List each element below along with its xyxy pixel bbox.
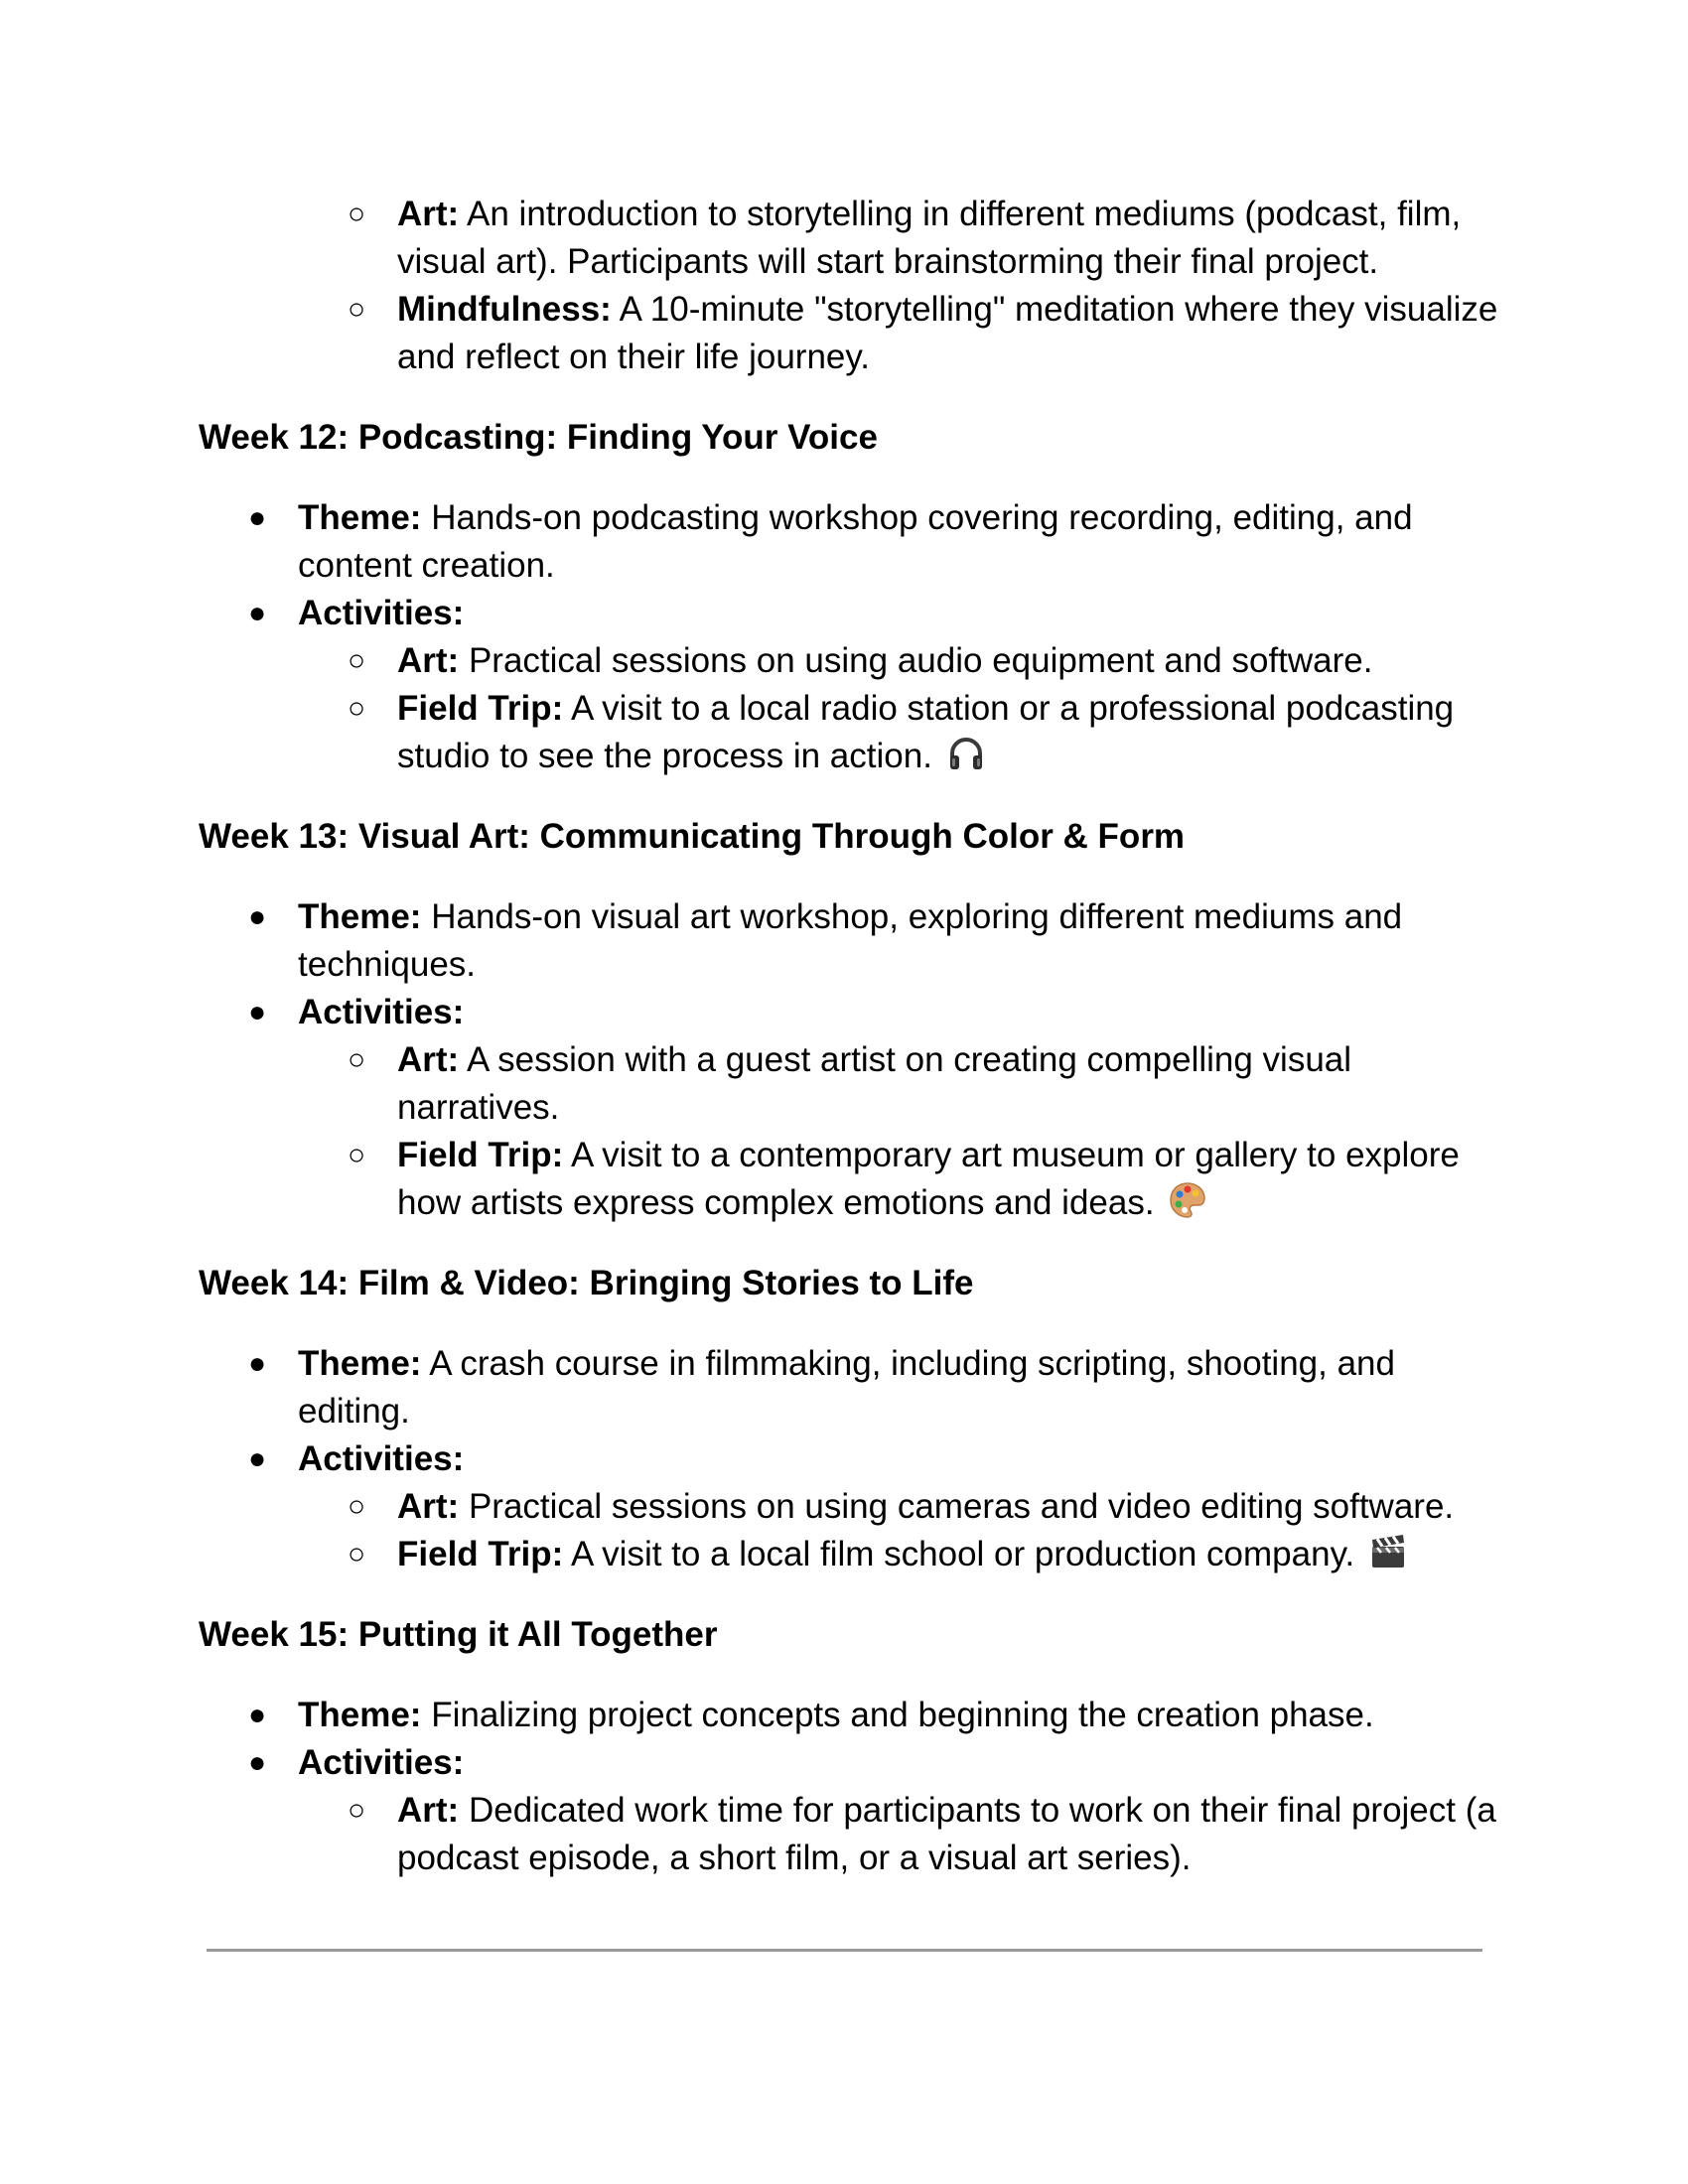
hollow-bullet-icon: ○ bbox=[348, 1794, 366, 1827]
headphones-icon bbox=[946, 734, 986, 773]
activities-label: Activities: bbox=[298, 594, 465, 632]
item-text: A visit to a contemporary art museum or gallery to explore how artists express complex emotions and ideas. bbox=[397, 1136, 1460, 1222]
hollow-bullet-icon: ○ bbox=[348, 644, 366, 677]
bullet-icon: ● bbox=[248, 900, 267, 933]
hollow-bullet-icon: ○ bbox=[348, 198, 366, 230]
week-list bbox=[199, 893, 1499, 1227]
week-heading: Week 12: Podcasting: Finding Your Voice bbox=[199, 418, 878, 457]
list-item bbox=[199, 1036, 1499, 1132]
activities-item bbox=[199, 989, 1499, 1036]
item-label: Art: bbox=[397, 195, 460, 233]
item-label: Art: bbox=[397, 1487, 460, 1526]
bullet-icon: ● bbox=[248, 1699, 267, 1731]
horizontal-divider bbox=[207, 1949, 1482, 1952]
theme-label: Theme: bbox=[298, 1696, 422, 1734]
theme-item bbox=[199, 893, 1499, 989]
hollow-bullet-icon: ○ bbox=[348, 1139, 366, 1171]
hollow-bullet-icon: ○ bbox=[348, 1043, 366, 1076]
week-12-section bbox=[199, 414, 1499, 780]
item-label: Art: bbox=[397, 641, 460, 680]
theme-item bbox=[199, 1340, 1499, 1435]
list-item bbox=[199, 685, 1499, 780]
activities-label: Activities: bbox=[298, 993, 465, 1031]
activities-item bbox=[199, 590, 1499, 637]
theme-label: Theme: bbox=[298, 1344, 422, 1383]
week-15-section bbox=[199, 1611, 1499, 1882]
item-label: Mindfulness: bbox=[397, 290, 612, 329]
item-text: A 10-minute "storytelling" meditation where they visualize and reflect on their life journey. bbox=[397, 290, 1498, 376]
hollow-bullet-icon: ○ bbox=[348, 293, 366, 326]
theme-text: Hands-on visual art workshop, exploring different mediums and techniques. bbox=[298, 897, 1403, 984]
week-13-section bbox=[199, 813, 1499, 1227]
week-heading: Week 15: Putting it All Together bbox=[199, 1615, 718, 1654]
bullet-icon: ● bbox=[248, 1746, 267, 1779]
list-item bbox=[199, 286, 1499, 381]
bullet-icon: ● bbox=[248, 1347, 267, 1380]
item-label: Field Trip: bbox=[397, 1535, 564, 1573]
list-item bbox=[199, 637, 1499, 685]
list-item bbox=[199, 1483, 1499, 1531]
item-label: Field Trip: bbox=[397, 1136, 564, 1174]
week-list bbox=[199, 494, 1499, 780]
activities-label: Activities: bbox=[298, 1439, 465, 1478]
theme-label: Theme: bbox=[298, 498, 422, 537]
theme-label: Theme: bbox=[298, 897, 422, 936]
week-list bbox=[199, 1692, 1499, 1882]
week-heading: Week 13: Visual Art: Communicating Through Color & Form bbox=[199, 817, 1186, 856]
hollow-bullet-icon: ○ bbox=[348, 1538, 366, 1570]
list-item bbox=[199, 191, 1499, 286]
clapperboard-icon bbox=[1368, 1532, 1408, 1571]
item-text: An introduction to storytelling in different mediums (podcast, film, visual art). Participants will start brainstorming their final project. bbox=[397, 195, 1462, 281]
theme-text: Hands-on podcasting workshop covering recording, editing, and content creation. bbox=[298, 498, 1413, 585]
document-body bbox=[199, 191, 1499, 1882]
intro-activity-list bbox=[199, 191, 1499, 381]
theme-text: A crash course in filmmaking, including scripting, shooting, and editing. bbox=[298, 1344, 1395, 1431]
theme-item bbox=[199, 1692, 1499, 1739]
bullet-icon: ● bbox=[248, 501, 267, 534]
item-text: A visit to a local radio station or a professional podcasting studio to see the process in action. bbox=[397, 689, 1455, 775]
item-text: Practical sessions on using cameras and video editing software. bbox=[468, 1487, 1455, 1526]
list-item bbox=[199, 1132, 1499, 1227]
bullet-icon: ● bbox=[248, 996, 267, 1028]
list-item bbox=[199, 1787, 1499, 1882]
week-heading: Week 14: Film & Video: Bringing Stories to Life bbox=[199, 1264, 974, 1302]
bullet-icon: ● bbox=[248, 597, 267, 629]
theme-item bbox=[199, 494, 1499, 590]
hollow-bullet-icon: ○ bbox=[348, 692, 366, 725]
item-text: Practical sessions on using audio equipment and software. bbox=[468, 641, 1373, 680]
item-text: A visit to a local film school or production company. bbox=[571, 1535, 1355, 1573]
item-label: Art: bbox=[397, 1791, 460, 1830]
item-text: A session with a guest artist on creating compelling visual narratives. bbox=[397, 1040, 1352, 1127]
palette-icon bbox=[1168, 1180, 1207, 1220]
item-text: Dedicated work time for participants to work on their final project (a podcast episode, a short film, or a visual art series). bbox=[397, 1791, 1496, 1877]
week-14-section bbox=[199, 1260, 1499, 1578]
item-label: Art: bbox=[397, 1040, 460, 1079]
activities-label: Activities: bbox=[298, 1743, 465, 1782]
activities-item bbox=[199, 1739, 1499, 1787]
bullet-icon: ● bbox=[248, 1442, 267, 1475]
list-item bbox=[199, 1531, 1499, 1578]
activities-item bbox=[199, 1435, 1499, 1483]
theme-text: Finalizing project concepts and beginning the creation phase. bbox=[431, 1696, 1374, 1734]
item-label: Field Trip: bbox=[397, 689, 564, 728]
hollow-bullet-icon: ○ bbox=[348, 1490, 366, 1523]
week-list bbox=[199, 1340, 1499, 1578]
